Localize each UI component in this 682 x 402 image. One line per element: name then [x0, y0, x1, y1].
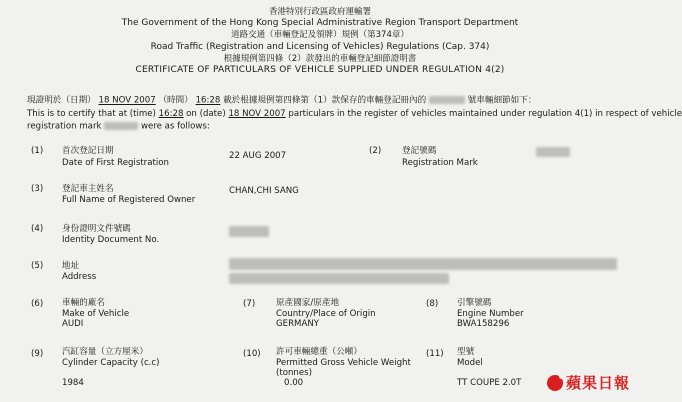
field-11-label-en: Model [457, 358, 483, 368]
field-9-label-en: Cylinder Capacity (c.c) [62, 358, 160, 368]
field-10-label-en: Permitted Gross Vehicle Weight [276, 358, 411, 368]
field-9-value: 1984 [62, 378, 84, 388]
field-5-label-en: Address [62, 272, 97, 282]
field-1-value: 22 AUG 2007 [229, 151, 287, 161]
field-11-num: (11) [426, 349, 444, 359]
intro-zh-a: 現證明於（日期） [27, 95, 96, 106]
field-8-value: BWA158296 [457, 319, 510, 329]
field-1-label-en: Date of First Registration [62, 158, 169, 168]
intro-zh-line [27, 96, 536, 105]
field-11-label-zh: 型號 [457, 347, 475, 357]
intro-zh-b: （時間） [158, 95, 193, 106]
field-4-num: (4) [31, 224, 44, 234]
header-zh-2: 道路交通（車輛登記及領牌）規例（第374章） [231, 30, 409, 40]
field-9-num: (9) [31, 349, 44, 359]
field-7-label-zh: 原產國家/原產地 [276, 298, 340, 308]
header-en-1: The Government of the Hong Kong Special Administrative Region Transport Department [121, 18, 519, 28]
field-2-num: (2) [369, 146, 382, 156]
field-7-num: (7) [243, 299, 256, 309]
intro-en-b: on (date) [186, 109, 226, 119]
field-8-label-zh: 引擎號碼 [457, 298, 492, 308]
header-zh-3: 根據規例第四條（2）款發出的車輛登記細節證明書 [223, 54, 417, 64]
field-4-label-zh: 身份證明文件號碼 [62, 224, 131, 234]
field-3-value: CHAN,CHI SANG [229, 186, 299, 196]
field-10-label-en-2: (tonnes) [276, 368, 312, 378]
intro-en-time: 16:28 [158, 109, 184, 119]
redacted-mark [429, 96, 465, 104]
field-3-label-en: Full Name of Registered Owner [62, 195, 196, 205]
field-10-value: 0.00 [284, 378, 304, 388]
field-2-redacted [536, 147, 570, 157]
field-5-label-zh: 地址 [62, 261, 80, 271]
header-en-2: Road Traffic (Registration and Licensing of Vehicles) Regulations (Cap. 374) [150, 42, 490, 52]
field-6-value: AUDI [62, 319, 84, 329]
field-6-label-en: Make of Vehicle [62, 309, 130, 319]
intro-en-line-1 [27, 110, 682, 119]
field-2-label-en: Registration Mark [402, 158, 478, 168]
field-3-num: (3) [31, 184, 44, 194]
logo-text: 蘋果日報 [565, 374, 630, 392]
field-8-label-en: Engine Number [457, 309, 524, 319]
header-en-3: CERTIFICATE OF PARTICULARS OF VEHICLE SUPPLIED UNDER REGULATION 4(2) [135, 65, 505, 75]
field-6-num: (6) [31, 299, 44, 309]
field-2-label-zh: 登記號碼 [402, 146, 437, 156]
field-11-value: TT COUPE 2.0T [457, 378, 522, 388]
intro-date: 18 NOV 2007 [98, 95, 156, 106]
field-1-num: (1) [31, 146, 44, 156]
field-6-label-zh: 車輛的廠名 [62, 298, 105, 308]
field-5-redacted-line-1 [229, 258, 617, 270]
intro-en-e: were as follows: [140, 121, 210, 132]
intro-en-date: 18 NOV 2007 [228, 109, 286, 119]
field-5-redacted-line-2 [229, 273, 449, 284]
field-4-label-en: Identity Document No. [62, 235, 160, 245]
intro-time: 16:28 [195, 95, 221, 106]
intro-zh-d: 號車輛細節如下： [467, 95, 537, 106]
field-8-num: (8) [426, 299, 439, 309]
redacted-mark-2 [104, 122, 138, 130]
intro-en-c: particulars in the register of vehicles maintained under regulation 4(1) in respect of vehicle [288, 109, 682, 119]
field-7-value: GERMANY [276, 319, 320, 329]
field-7-label-en: Country/Place of Origin [276, 309, 376, 319]
field-10-num: (10) [243, 349, 261, 359]
apple-icon [547, 375, 563, 391]
field-3-label-zh: 登記車主姓名 [62, 184, 114, 194]
field-4-redacted [229, 226, 269, 237]
field-1-label-zh: 首次登記日期 [62, 146, 114, 156]
field-5-num: (5) [31, 261, 44, 271]
field-9-label-zh: 汽缸容量（立方厘米） [62, 347, 148, 357]
header-zh-1: 香港特別行政區政府運輸署 [268, 7, 371, 17]
intro-en-d: registration mark [27, 121, 102, 132]
intro-en-line-2 [27, 122, 210, 131]
apple-daily-logo [547, 372, 630, 393]
intro-zh-c: 載於根據規例第四條第（1）款保存的車輛登記冊內的 [223, 95, 427, 106]
intro-en-a: This is to certify that at (time) [27, 109, 156, 119]
field-10-label-zh: 許可車輛總重（公噸） [276, 347, 362, 357]
